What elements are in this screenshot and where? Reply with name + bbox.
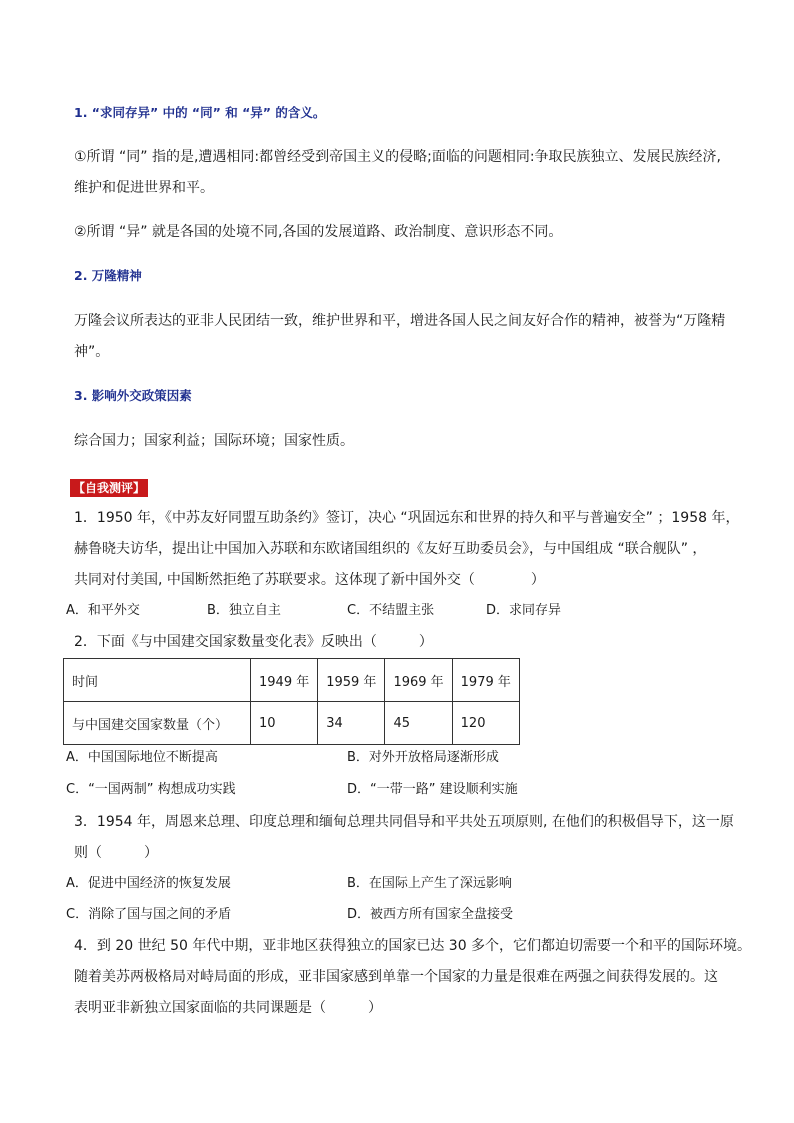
q3-option-c[interactable]: C．消除了国与国之间的矛盾 <box>66 907 232 922</box>
point-3-heading: 3. 影响外交政策因素 <box>74 388 192 403</box>
table-header-cell: 1969 年 <box>385 659 452 702</box>
point-2-body-line-2: 神”。 <box>74 344 110 360</box>
point-1-item-1-line-1: ①所谓 “同” 指的是,遭遇相同:都曾经受到帝国主义的侵略;面临的问题相同:争取民族独立、发展民族经济, <box>74 149 722 165</box>
q3-option-b[interactable]: B．在国际上产生了深远影响 <box>347 876 512 891</box>
q4-line-2: 随着美苏两极格局对峙局面的形成，亚非国家感到单靠一个国家的力量是很难在两强之间获得发展的。这 <box>74 969 718 985</box>
q1-option-c[interactable]: C．不结盟主张 <box>347 603 435 618</box>
q2-table <box>63 658 520 745</box>
point-2-heading: 2. 万隆精神 <box>74 268 142 283</box>
q4-line-1: 4．到 20 世纪 50 年代中期，亚非地区获得独立的国家已达 30 多个，它们都迫切需要一个和平的国际环境。 <box>74 938 752 954</box>
q2-option-d[interactable]: D．“一带一路” 建设顺利实施 <box>347 782 518 797</box>
table-cell: 34 <box>318 702 385 745</box>
q1-line-2: 赫鲁晓夫访华，提出让中国加入苏联和东欧诸国组织的《友好互助委员会》，与中国组成 “联合舰队” ， <box>74 541 707 557</box>
q3-line-1: 3．1954 年，周恩来总理、印度总理和缅甸总理共同倡导和平共处五项原则, 在他们的积极倡导下，这一原 <box>74 814 734 830</box>
q4-line-3: 表明亚非新独立国家面临的共同课题是（ ） <box>74 1000 382 1016</box>
q1-option-b[interactable]: B．独立自主 <box>207 603 281 618</box>
table-header-cell: 1949 年 <box>251 659 318 702</box>
q3-option-d[interactable]: D．被西方所有国家全盘接受 <box>347 907 514 922</box>
q1-option-d[interactable]: D．求同存异 <box>486 603 562 618</box>
point-1-item-1-line-2: 维护和促进世界和平。 <box>74 180 214 196</box>
q2-option-b[interactable]: B．对外开放格局逐渐形成 <box>347 750 499 765</box>
table-header-cell: 时间 <box>64 659 251 702</box>
table-cell: 45 <box>385 702 452 745</box>
point-1-item-2: ②所谓 “异” 就是各国的处境不同,各国的发展道路、政治制度、意识形态不同。 <box>74 224 563 240</box>
table-cell: 与中国建交国家数量（个） <box>64 702 251 745</box>
table-cell: 120 <box>452 702 519 745</box>
q2-option-a[interactable]: A．中国国际地位不断提高 <box>66 750 218 765</box>
q1-option-a[interactable]: A．和平外交 <box>66 603 140 618</box>
table-row <box>64 702 520 745</box>
q2-option-c[interactable]: C．“一国两制” 构想成功实践 <box>66 782 236 797</box>
q3-option-a[interactable]: A．促进中国经济的恢复发展 <box>66 876 231 891</box>
point-2-body-line-1: 万隆会议所表达的亚非人民团结一致，维护世界和平，增进各国人民之间友好合作的精神，被誉为“万隆精 <box>74 313 726 329</box>
point-1-heading: 1. “求同存异” 中的 “同” 和 “异” 的含义。 <box>74 105 326 120</box>
table-header-cell: 1979 年 <box>452 659 519 702</box>
point-3-body: 综合国力；国家利益；国际环境；国家性质。 <box>74 433 354 449</box>
q1-line-1: 1．1950 年，《中苏友好同盟互助条约》签订，决心 “巩固远东和世界的持久和平与普遍安全” ；1958 年， <box>74 510 740 526</box>
table-header-row <box>64 659 520 702</box>
q1-line-3: 共同对付美国, 中国断然拒绝了苏联要求。这体现了新中国外交（ ） <box>74 572 545 588</box>
q2-line-1: 2．下面《与中国建交国家数量变化表》反映出（ ） <box>74 634 433 650</box>
table-cell: 10 <box>251 702 318 745</box>
table-header-cell: 1959 年 <box>318 659 385 702</box>
q3-line-2: 则（ ） <box>74 845 158 861</box>
self-test-tag: 【自我测评】 <box>70 479 148 497</box>
